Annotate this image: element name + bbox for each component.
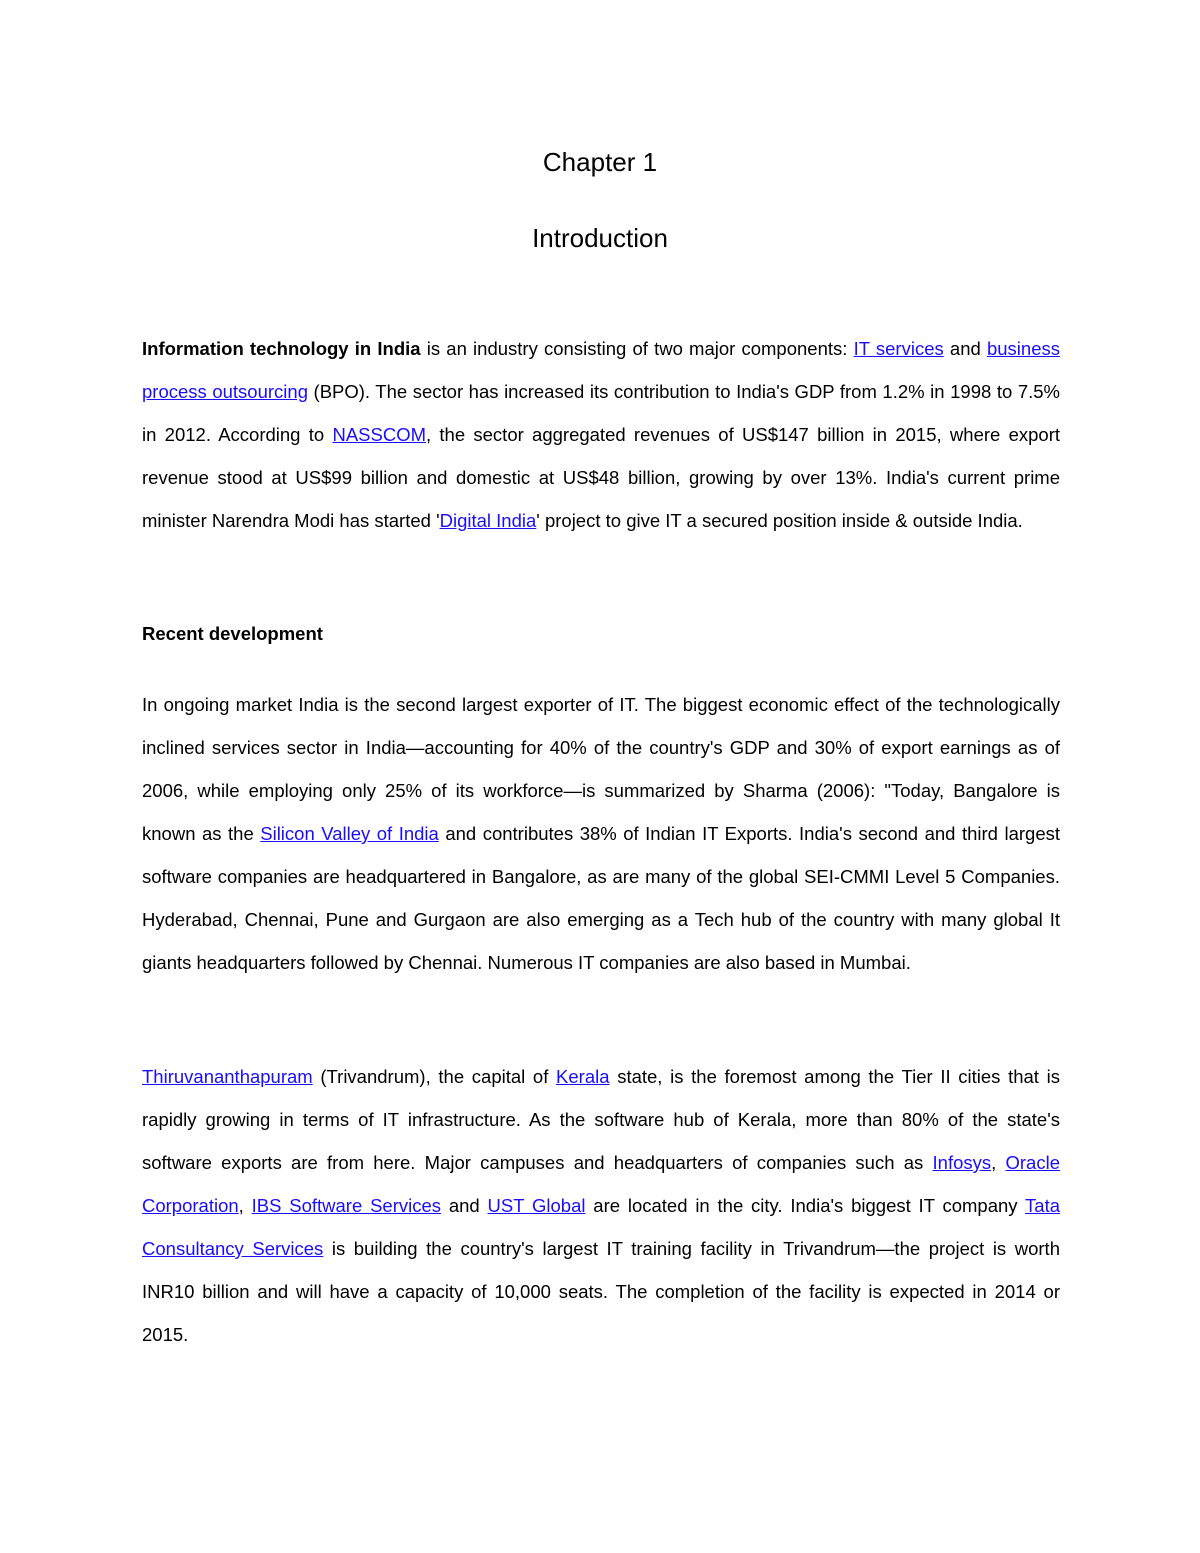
link-silicon-valley-of-india[interactable]: Silicon Valley of India <box>260 823 439 844</box>
link-bpo[interactable]: business process outsourcing <box>142 338 1060 402</box>
text-run: and <box>943 338 987 359</box>
text-run: (Trivandrum), the capital of <box>312 1066 557 1087</box>
link-tata-consultancy-services[interactable]: Tata Consultancy Services <box>142 1195 1060 1259</box>
link-thiruvananthapuram[interactable]: Thiruvananthapuram <box>142 1066 313 1087</box>
link-ust-global[interactable]: UST Global <box>487 1195 586 1216</box>
chapter-heading: Chapter 1 <box>542 147 658 177</box>
text-run: In ongoing market India is the second largest exporter of IT. The biggest economic effect of the technologically inclined services sector in India—accounting for 40% of the country's GDP and 30% of export earnings as of 2006, while employing only 25% of its workforce—is summarized by Sharma (2006): "Today, Bangalore is known as the <box>142 694 1060 844</box>
text-run: , <box>238 1195 252 1216</box>
text-run: , <box>991 1152 1006 1173</box>
link-nasscom[interactable]: NASSCOM <box>332 424 426 445</box>
link-digital-india[interactable]: Digital India <box>439 510 537 531</box>
development-paragraph <box>142 683 1060 984</box>
text-run: (BPO). The sector has increased its contribution to India's GDP from 1.2% in 1998 to 7.5% in 2012. According to <box>142 381 1060 445</box>
bold-term: Information technology in India <box>142 338 421 359</box>
text-run: , the sector aggregated revenues of US$147 billion in 2015, where export revenue stood at US$99 billion and domestic at US$48 billion, growing by over 13%. India's current prime minister Narendra Modi has started ' <box>142 424 1060 531</box>
text-run: is building the country's largest IT training facility in Trivandrum—the project is worth INR10 billion and will have a capacity of 10,000 seats. The completion of the facility is expected in 2014 or 2015. <box>142 1238 1060 1345</box>
subsection-heading: Recent development <box>142 623 323 644</box>
intro-paragraph <box>142 327 1060 542</box>
link-kerala[interactable]: Kerala <box>556 1066 610 1087</box>
link-oracle-corporation[interactable]: Oracle Corporation <box>142 1152 1060 1216</box>
trivandrum-paragraph <box>142 1055 1060 1356</box>
text-run: and contributes 38% of Indian IT Exports. India's second and third largest software companies are headquartered in Bangalore, as are many of the global SEI-CMMI Level 5 Companies. Hyderabad, Chennai, Pune and Gurgaon are also emerging as a Tech hub of the country with many global It giants headquarters followed by Chennai. Numerous IT companies are also based in Mumbai. <box>142 823 1060 973</box>
link-it-services[interactable]: IT services <box>853 338 944 359</box>
text-run: and <box>441 1195 488 1216</box>
text-run: are located in the city. India's biggest IT company <box>585 1195 1026 1216</box>
section-title: Introduction <box>532 223 668 253</box>
link-infosys[interactable]: Infosys <box>932 1152 992 1173</box>
link-ibs-software-services[interactable]: IBS Software Services <box>251 1195 442 1216</box>
text-run: state, is the foremost among the Tier II cities that is rapidly growing in terms of IT infrastructure. As the software hub of Kerala, more than 80% of the state's software exports are from here. Major campuses and headquarters of companies such as <box>142 1066 1060 1173</box>
text-run: is an industry consisting of two major components: <box>420 338 854 359</box>
text-run: ' project to give IT a secured position inside & outside India. <box>536 510 1023 531</box>
